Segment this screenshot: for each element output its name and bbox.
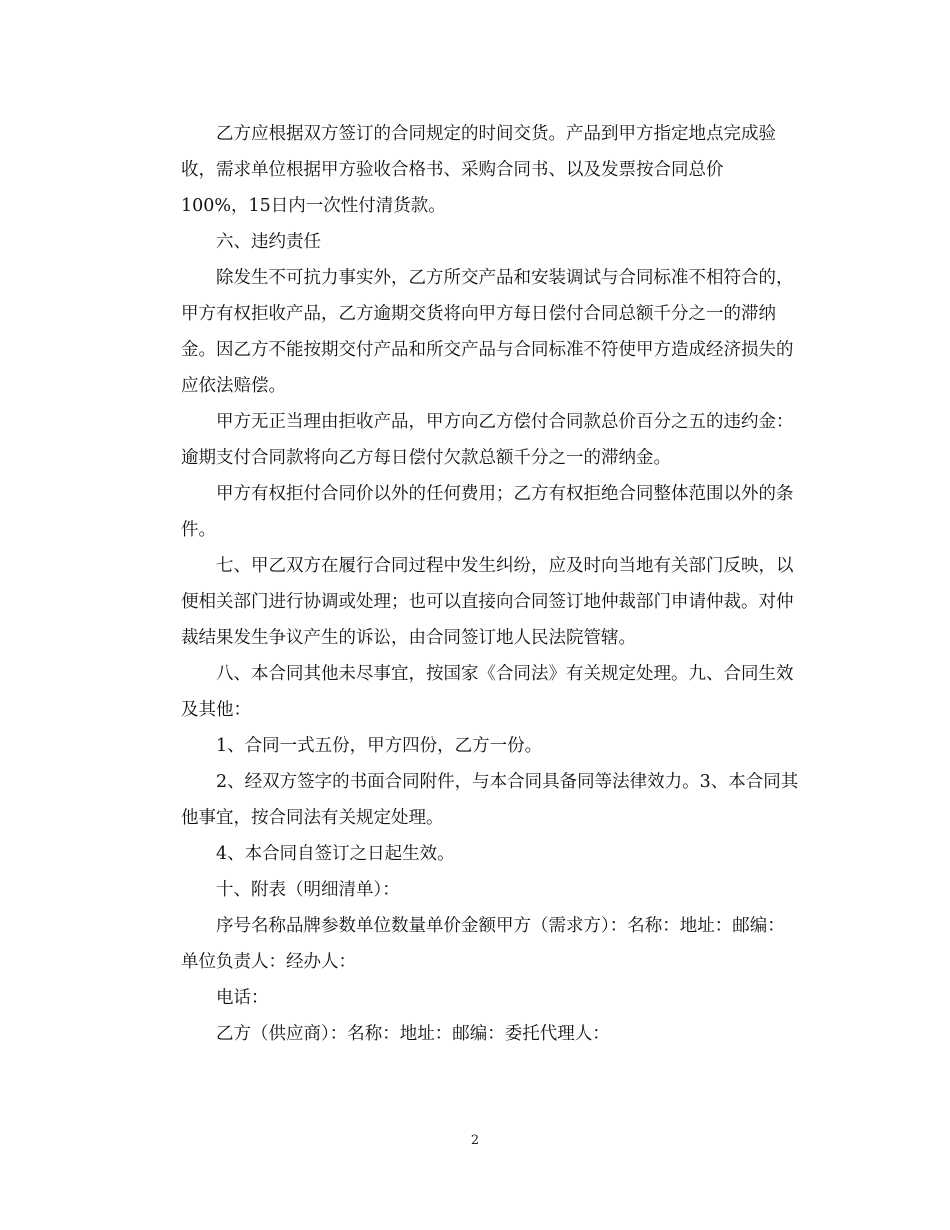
clause-copies (146, 728, 806, 764)
text-line: 除发生不可抗力事实外，乙方所交产品和安装调试与合同标准不相符合的， (216, 268, 794, 288)
text-line: 甲方无正当理由拒收产品，甲方向乙方偿付合同款总价百分之五的违约金： (216, 412, 794, 432)
text-line: 乙方应根据双方签订的合同规定的时间交货。产品到甲方指定地点完成验 (216, 124, 776, 144)
text-line: 单位负责人：经办人： (181, 952, 356, 972)
section-heading-appendix (146, 872, 806, 908)
page-number: 2 (470, 1133, 480, 1148)
text-line: 件。 (181, 520, 216, 540)
text-line: 100%，15日内一次性付清货款。 (181, 196, 446, 216)
section-heading-breach (146, 224, 806, 260)
text-line: 1、合同一式五份，甲方四份，乙方一份。 (216, 736, 543, 756)
text-line: 八、本合同其他未尽事宜，按国家《合同法》有关规定处理。九、合同生效 (216, 664, 794, 684)
text-line: 六、违约责任 (216, 232, 321, 252)
text-line: 他事宜，按合同法有关规定处理。 (181, 808, 444, 828)
paragraph-phone (146, 980, 806, 1016)
contract-body (146, 116, 806, 1052)
paragraph-other-matters (146, 656, 806, 728)
text-line: 4、本合同自签订之日起生效。 (216, 844, 455, 864)
paragraph-appendix-fields (146, 908, 806, 980)
text-line: 甲方有权拒收产品，乙方逾期交货将向甲方每日偿付合同总额千分之一的滞纳 (181, 304, 776, 324)
text-line: 裁结果发生争议产生的诉讼，由合同签订地人民法院管辖。 (181, 628, 636, 648)
paragraph-supplier (146, 1016, 806, 1052)
paragraph-breach-party-a (146, 404, 806, 476)
text-line: 十、附表（明细清单）： (216, 880, 400, 900)
clause-effective (146, 836, 806, 872)
text-line: 及其他： (181, 700, 251, 720)
text-line: 2、经双方签字的书面合同附件，与本合同具备同等法律效力。3、本合同其 (216, 772, 799, 792)
text-line: 逾期支付合同款将向乙方每日偿付欠款总额千分之一的滞纳金。 (181, 448, 671, 468)
text-line: 甲方有权拒付合同价以外的任何费用；乙方有权拒绝合同整体范围以外的条 (216, 484, 794, 504)
text-line: 金。因乙方不能按期交付产品和所交产品与合同标准不符使甲方造成经济损失的 (181, 340, 794, 360)
text-line: 序号名称品牌参数单位数量单价金额甲方（需求方）：名称：地址：邮编： (216, 916, 785, 936)
text-line: 应依法赔偿。 (181, 376, 286, 396)
clause-attachments (146, 764, 806, 836)
text-line: 电话： (216, 988, 269, 1008)
paragraph-delivery (146, 116, 806, 224)
text-line: 七、甲乙双方在履行合同过程中发生纠纷，应及时向当地有关部门反映，以 (216, 556, 794, 576)
paragraph-disputes (146, 548, 806, 656)
text-line: 便相关部门进行协调或处理；也可以直接向合同签订地仲裁部门申请仲裁。对仲 (181, 592, 794, 612)
paragraph-breach-party-b (146, 260, 806, 404)
text-line: 乙方（供应商）：名称：地址：邮编：委托代理人： (216, 1024, 610, 1044)
text-line: 收，需求单位根据甲方验收合格书、采购合同书、以及发票按合同总价 (181, 160, 724, 180)
paragraph-refusal-rights (146, 476, 806, 548)
